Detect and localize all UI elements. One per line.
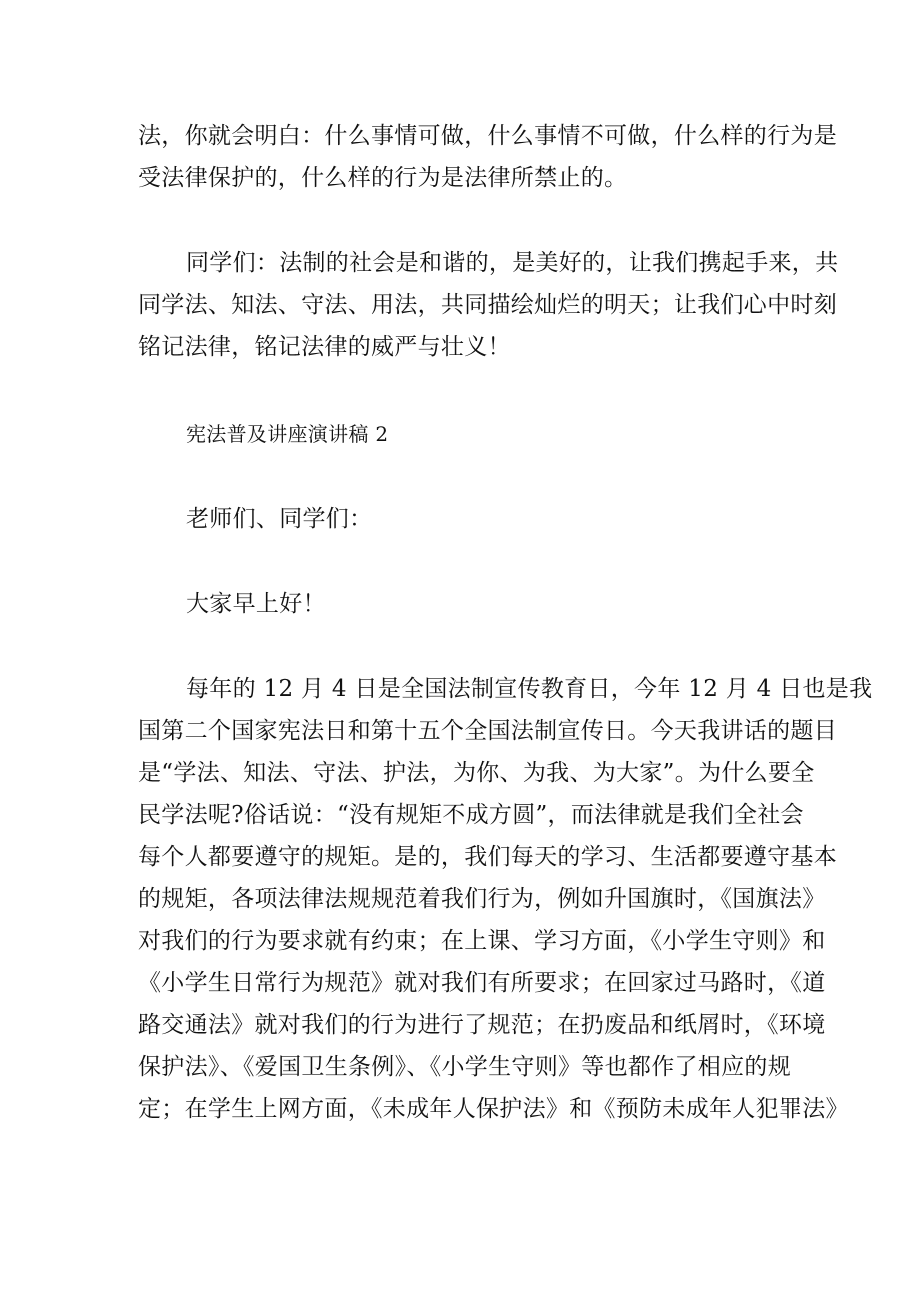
paragraph-2-line-2: 同学法、知法、守法、用法，共同描绘灿烂的明天；让我们心中时刻 (138, 292, 837, 318)
paragraph-3-line-2: 国第二个国家宪法日和第十五个全国法制宣传日。今天我讲话的题目 (138, 718, 837, 744)
greeting: 大家早上好！ (186, 591, 326, 617)
paragraph-2-line-3: 铭记法律，铭记法律的威严与壮义！ (138, 334, 511, 360)
paragraph-2-line-1: 同学们：法制的社会是和谐的，是美好的，让我们携起手来，共 (186, 250, 839, 276)
paragraph-3-line-11: 定；在学生上网方面，《未成年人保护法》和《预防未成年人犯罪法》 (138, 1096, 849, 1122)
paragraph-3-line-7: 对我们的行为要求就有约束；在上课、学习方面，《小学生守则》和 (138, 928, 826, 954)
section-title: 宪法普及讲座演讲稿 2 (186, 422, 389, 446)
paragraph-1-line-1: 法，你就会明白：什么事情可做，什么事情不可做，什么样的行为是 (138, 123, 837, 149)
paragraph-3-line-3: 是“学法、知法、守法、护法，为你、为我、为大家”。为什么要全 (138, 760, 815, 786)
paragraph-3-line-1: 每年的 12 月 4 日是全国法制宣传教育日，今年 12 月 4 日也是我 (186, 676, 873, 702)
paragraph-3-line-9: 路交通法》就对我们的行为进行了规范；在扔废品和纸屑时，《环境 (138, 1012, 826, 1038)
paragraph-3-line-8: 《小学生日常行为规范》就对我们有所要求；在回家过马路时，《道 (138, 970, 826, 996)
paragraph-1-line-2: 受法律保护的，什么样的行为是法律所禁止的。 (138, 165, 628, 191)
salutation: 老师们、同学们： (186, 506, 373, 532)
paragraph-3-line-4: 民学法呢?俗话说：“没有规矩不成方圆”，而法律就是我们全社会 (138, 802, 804, 828)
paragraph-3-line-6: 的规矩，各项法律法规规范着我们行为，例如升国旗时，《国旗法》 (138, 886, 826, 912)
paragraph-3-line-10: 保护法》、《爱国卫生条例》、《小学生守则》等也都作了相应的规 (138, 1054, 791, 1080)
paragraph-3-line-5: 每个人都要遵守的规矩。是的，我们每天的学习、生活都要遵守基本 (138, 844, 837, 870)
